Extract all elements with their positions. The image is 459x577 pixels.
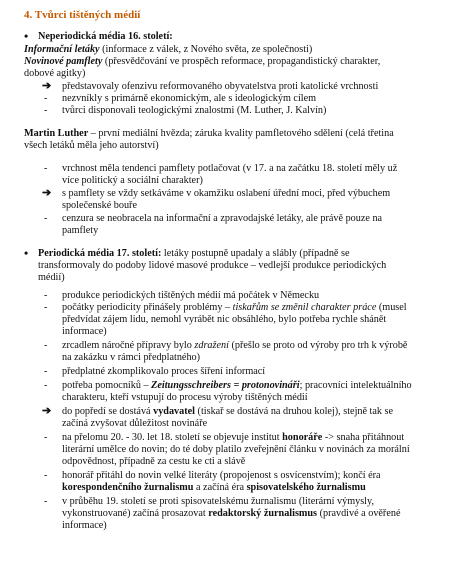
heading-text: Periodická média 17. století:: [38, 248, 162, 259]
dash-icon: -: [44, 470, 48, 481]
dash-item: [62, 340, 407, 352]
dash-item: [62, 380, 412, 392]
dash-item-cont: charakteru, kteří vstupují do procesu výroby tištěných médií: [62, 392, 308, 403]
dash-item-cont: odpovědnost, případně za cestu ke cti a slávě: [62, 456, 246, 467]
arrow-item: představovaly ofenzivu reformovaného obyvatelstva proti katolické vrchnosti: [62, 81, 379, 92]
dash-item-cont: literární umělce do novin; do té doby platilo zveřejnění článku v novinách za morální: [62, 444, 410, 455]
bold-italic-text: Zeitungsschreibers = protonovináři: [151, 380, 300, 391]
paragraph-line: [24, 44, 312, 56]
dash-icon: -: [44, 302, 48, 313]
text: vykonstruované) začíná prosazovat: [62, 508, 209, 519]
dash-icon: -: [44, 432, 48, 443]
text: (přešlo se proto od výroby pro trh k výrobě: [228, 340, 408, 351]
paragraph-line: všech letáků měla jeho autorství): [24, 140, 159, 151]
term-leaflets: Informační letáky: [24, 44, 100, 55]
dash-icon: -: [44, 290, 48, 301]
text: (musel: [376, 302, 407, 313]
paragraph-line: [24, 128, 394, 140]
heading-periodic: [38, 248, 350, 260]
paragraph-line: dobové agitky): [24, 68, 86, 79]
dash-item: honorář přitáhl do novin velké literáty (propojenost s osvícenstvím); končí éra: [62, 470, 381, 481]
text: a začíná éra: [193, 482, 247, 493]
paragraph-line: transformovaly do podoby lidové masové produkce – vedlejší produkce periodických: [38, 260, 387, 271]
bold-text: honoráře: [282, 432, 323, 443]
heading-text: Neperiodická média 16. století:: [38, 31, 173, 42]
text: na přelomu 20. - 30. let 18. století se objevuje institut: [62, 432, 283, 443]
dash-icon: -: [44, 93, 48, 104]
name-luther: Martin Luther: [24, 128, 89, 139]
heading-nonperiodic: [38, 31, 173, 43]
text: -> snaha přitáhnout: [322, 432, 405, 443]
text: potřeba pomocníků –: [62, 380, 152, 391]
dash-item: tvůrci disponovali teologickými znalostmi (M. Luther, J. Kalvín): [62, 105, 327, 116]
bold-text: vydavatel: [153, 406, 195, 417]
paragraph-line: [24, 56, 380, 68]
italic-text: zdražení: [194, 340, 229, 351]
bullet-icon: •: [24, 29, 29, 43]
dash-icon: -: [44, 340, 48, 351]
dash-item-cont: na zakázku v rámci předplatného): [62, 352, 201, 363]
arrow-item: [62, 406, 393, 418]
bold-text: korespondenčního žurnalismu: [62, 482, 194, 493]
text: zrcadlem náročné přípravy bylo: [62, 340, 195, 351]
dash-item: produkce periodických tištěných médií má počátek v Německu: [62, 290, 320, 301]
text: (informace z válek, z Nového světa, ze společnosti): [99, 44, 313, 55]
dash-item-cont: pamflety: [62, 225, 99, 236]
dash-icon: -: [44, 163, 48, 174]
dash-icon: -: [44, 380, 48, 391]
text: – první mediální hvězda; záruka kvality pamfletového sdělení (celá třetina: [88, 128, 394, 139]
bold-text: redaktorský žurnalismus: [208, 508, 318, 519]
arrow-item-cont: začíná zvyšovat důležitost novináře: [62, 418, 208, 429]
arrow-item-cont: společenské bouře: [62, 200, 137, 211]
dash-item: v průběhu 19. století se proti spisovatelskému žurnalismu (literární výmysly,: [62, 496, 374, 507]
arrow-icon: ➔: [42, 405, 52, 417]
text: letáky postupně upadaly a slábly (případně se: [161, 248, 350, 259]
text: (pravdivé a ověřené: [317, 508, 401, 519]
dash-item-cont: předvídat zájem lidu, nemohl vyrábět nic obsáhlého, bylo potřeba rychle shánět: [62, 314, 387, 325]
dash-item-cont: [62, 482, 366, 494]
dash-item-cont: [62, 508, 400, 520]
bullet-icon: •: [24, 246, 29, 260]
text: ; pracovníci intelektuálního: [299, 380, 412, 391]
section-title: 4. Tvůrci tištěných médií: [24, 9, 141, 21]
arrow-icon: ➔: [42, 80, 52, 92]
dash-icon: -: [44, 496, 48, 507]
italic-text: tiskařům se změnil charakter práce: [232, 302, 377, 313]
dash-icon: -: [44, 366, 48, 377]
text: (tiskař se dostává na druhou kolej), stejně tak se: [195, 406, 394, 417]
paragraph-line: médií): [38, 272, 65, 283]
dash-item: [62, 432, 404, 444]
dash-item: nezvníkly s primárně ekonomickým, ale s ideologickým cílem: [62, 93, 317, 104]
dash-item-cont: informace): [62, 520, 107, 531]
bold-text: spisovatelského žurnalismu: [246, 482, 366, 493]
dash-item: cenzura se neobracela na informační a zpravodajské letáky, ale právě pouze na: [62, 213, 383, 224]
dash-item: [62, 302, 407, 314]
text: počátky periodicity přinášely problémy –: [62, 302, 233, 313]
dash-item: předplatné zkomplikovalo proces šíření informací: [62, 366, 266, 377]
dash-icon: -: [44, 105, 48, 116]
arrow-icon: ➔: [42, 187, 52, 199]
text: do popředí se dostává: [62, 406, 154, 417]
dash-item-cont: více politický a sociální charakter): [62, 175, 203, 186]
term-pamphlets: Novinové pamflety: [24, 56, 103, 67]
text: (přesvědčování ve prospěch reformace, propagandistický charakter,: [102, 56, 381, 67]
arrow-item: s pamflety se vždy setkáváme v okamžiku oslabení úřední moci, před výbuchem: [62, 188, 391, 199]
dash-item: vrchnost měla tendenci pamflety potlačovat (v 17. a na začátku 18. století měly už: [62, 163, 398, 174]
dash-icon: -: [44, 213, 48, 224]
dash-item-cont: informace): [62, 326, 107, 337]
